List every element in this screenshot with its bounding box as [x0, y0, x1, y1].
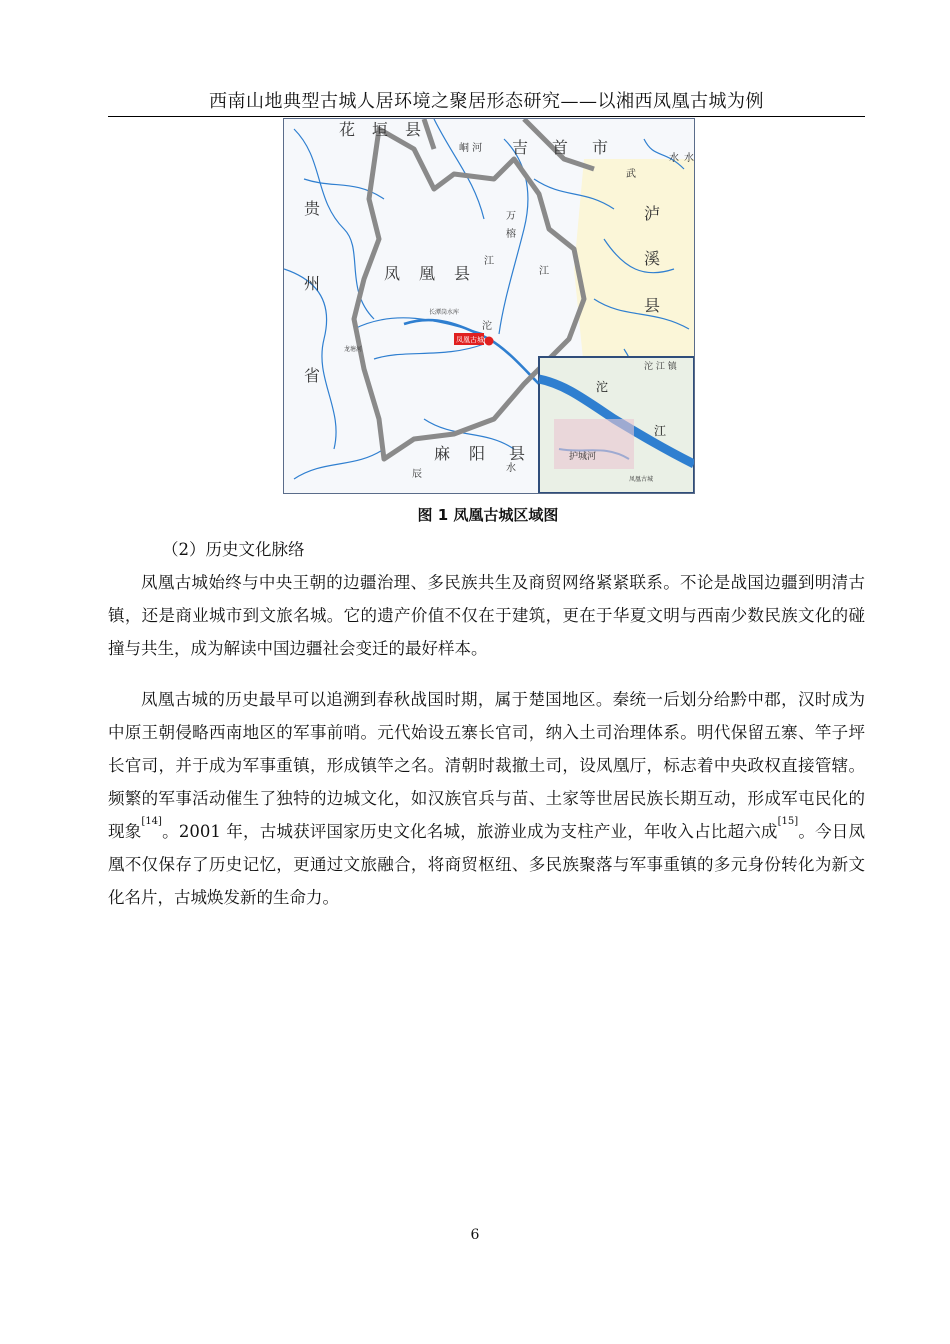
label-longtanghe: 龙塘河 [344, 346, 363, 353]
inset-label-tuojiang-town: 沱 江 镇 [644, 362, 677, 372]
label-shui-edge: 水 [684, 153, 694, 164]
marker-label: 凤凰古城 [456, 336, 484, 344]
label-guizhou-2: 州 [304, 274, 321, 293]
label-reservoir: 长潭岗水库 [429, 309, 460, 316]
label-wu: 武 [626, 169, 636, 180]
label-luxi-3: 县 [644, 296, 661, 315]
label-jishou-2: 首 [552, 138, 569, 157]
label-huayuan-1: 花 [339, 120, 356, 139]
label-fenghuang-1: 凤 [384, 264, 401, 283]
label-luxi-2: 溪 [644, 249, 661, 268]
inset-map [539, 357, 694, 493]
label-wanrong-1: 万 [506, 211, 516, 222]
label-mayang-3: 县 [509, 444, 526, 463]
label-guizhou-3: 省 [304, 366, 321, 385]
label-chen: 辰 [412, 469, 422, 480]
section-heading: （2）历史文化脉络 [162, 540, 305, 559]
citation-15: [15] [777, 816, 799, 827]
paragraph-2-text [108, 683, 865, 914]
inset-label-tuo: 沱 [596, 380, 609, 394]
label-jishou-1: 吉 [512, 138, 529, 157]
paragraph-2 [108, 683, 865, 914]
inset-note: 凤凰古城 [629, 476, 654, 483]
paragraph-1-text: 凤凰古城始终与中央王朝的边疆治理、多民族共生及商贸网络紧紧联系。不论是战国边疆到明清古镇，还是商业城市到文旅名城。它的遗产价值不仅在于建筑，更在于华夏文明与西南少数民族文化的碰撞与共生，成为解读中国边疆社会变迁的最好样本。 [108, 573, 865, 658]
label-fenghuang-3: 县 [454, 264, 471, 283]
label-mayang-1: 麻 [434, 444, 451, 463]
label-guizhou-1: 贵 [304, 199, 321, 218]
page-number: 6 [470, 1227, 480, 1243]
inset-label-huchenghe: 护城河 [569, 452, 597, 462]
label-shui2: 水 [506, 463, 516, 474]
label-wanrong-3: 江 [484, 256, 494, 267]
label-jiang: 江 [539, 266, 549, 277]
paragraph-2-part-b: 。2001 年，古城获评国家历史文化名城，旅游业成为支柱产业，年收入占比超六成 [161, 822, 778, 841]
running-header: 西南山地典型古城人居环境之聚居形态研究——以湘西凤凰古城为例 [209, 91, 764, 112]
label-jishou-3: 市 [592, 138, 609, 157]
label-tuo: 沱 [482, 321, 492, 332]
paragraph-1 [108, 566, 865, 665]
fenghuang-region-map [283, 118, 695, 494]
label-luxi-1: 泸 [644, 204, 661, 223]
label-shui: 水 [669, 153, 679, 164]
inset-label-jiang: 江 [654, 424, 667, 438]
paragraph-2-part-c: 。今日凤凰不仅保存了历史记忆，更通过文旅融合，将商贸枢纽、多民族聚落与军事重镇的多元身份转化为新文化名片，古城焕发新的生命力。 [108, 822, 865, 907]
luxi-area [574, 159, 694, 369]
header-rule [108, 116, 865, 117]
label-xiahe: 峒 河 [459, 143, 483, 154]
label-huayuan-3: 县 [405, 120, 422, 139]
label-fenghuang-2: 凰 [419, 264, 436, 283]
label-huayuan-2: 垣 [372, 120, 389, 139]
location-dot [485, 337, 494, 346]
paragraph-2-part-a: 凤凰古城的历史最早可以追溯到春秋战国时期，属于楚国地区。秦统一后划分给黔中郡，汉时成为中原王朝侵略西南地区的军事前哨。元代始设五寨长官司，纳入土司治理体系。明代保留五寨、竿子坪长官司，并于成为军事重镇，形成镇竿之名。清朝时裁撤土司，设凤凰厅，标志着中央政权直接管辖。频繁的军事活动催生了独特的边城文化，如汉族官兵与苗、土家等世居民族长期互动，形成军屯民化的现象 [108, 690, 865, 841]
label-mayang-2: 阳 [469, 444, 486, 463]
figure-caption: 图 1 凤凰古城区域图 [417, 506, 559, 524]
citation-14: [14] [141, 816, 162, 827]
label-wanrong-2: 榕 [506, 229, 516, 240]
